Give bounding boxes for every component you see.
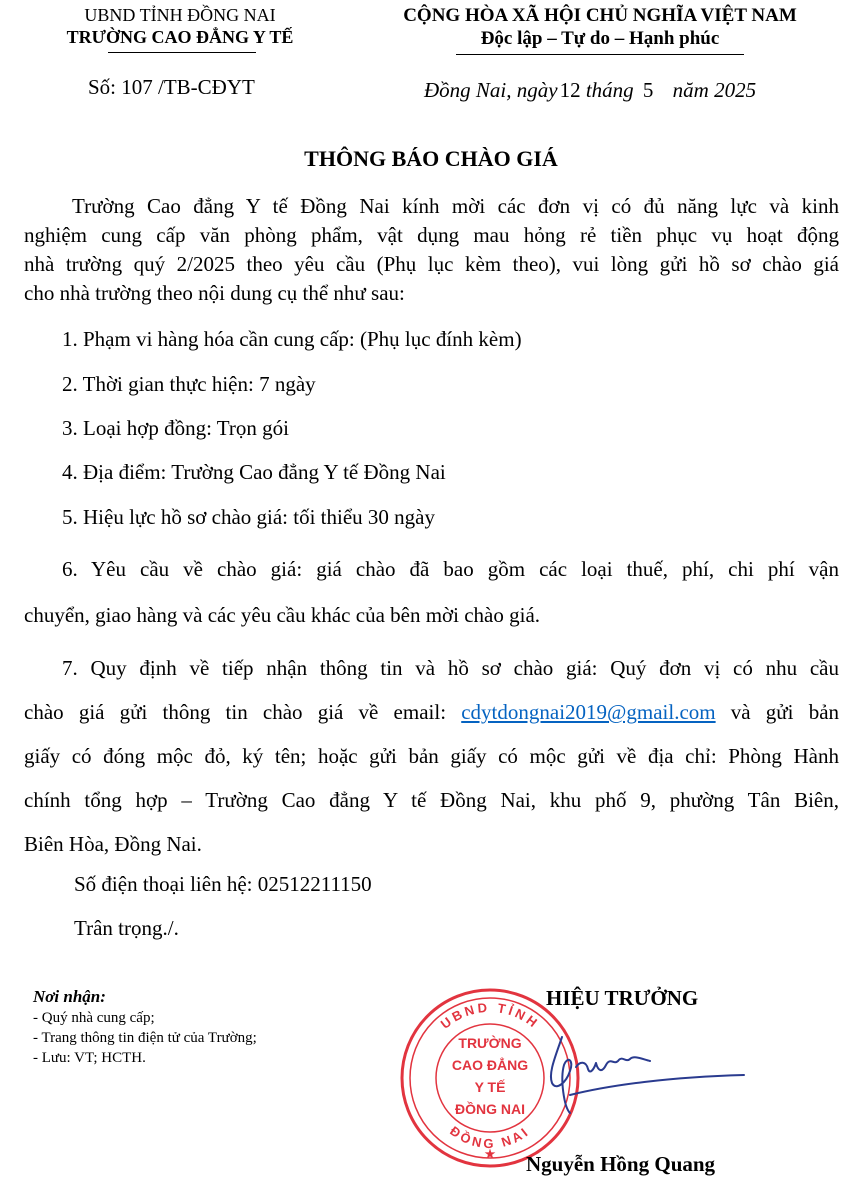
svg-text:Y TẾ: Y TẾ bbox=[474, 1079, 506, 1095]
recipient-item: - Trang thông tin điện tử của Trường; bbox=[33, 1030, 257, 1046]
intro-line-3: nhà trường quý 2/2025 theo yêu cầu (Phụ lục kèm theo), vui lòng gửi hồ sơ chào giá bbox=[24, 252, 839, 276]
email-link[interactable]: cdytdongnai2019@gmail.com bbox=[461, 700, 716, 724]
svg-text:ĐỒNG NAI: ĐỒNG NAI bbox=[447, 1123, 533, 1152]
list-item: 3. Loại hợp đồng: Trọn gói bbox=[62, 416, 289, 440]
republic-title: CỘNG HÒA XÃ HỘI CHỦ NGHĨA VIỆT NAM bbox=[403, 5, 797, 26]
intro-line-1: Trường Cao đẳng Y tế Đồng Nai kính mời các đơn vị có đủ năng lực và kinh bbox=[72, 194, 839, 218]
date-day: 12 bbox=[559, 78, 581, 102]
motto: Độc lập – Tự do – Hạnh phúc bbox=[480, 28, 720, 49]
date-month-label: tháng bbox=[585, 78, 634, 102]
item-7-line-1: 7. Quy định về tiếp nhận thông tin và hồ sơ chào giá: Quý đơn vị có nhu cầu bbox=[62, 656, 839, 680]
item-7-line-4: chính tổng hợp – Trường Cao đẳng Y tế Đồng Nai, khu phố 9, phường Tân Biên, bbox=[24, 788, 839, 812]
recipients-block bbox=[33, 986, 257, 1068]
agency-block bbox=[30, 4, 330, 48]
signer-title: HIỆU TRƯỞNG bbox=[546, 986, 699, 1010]
svg-text:TRƯỜNG: TRƯỜNG bbox=[458, 1035, 522, 1051]
email-suffix: và gửi bản bbox=[730, 700, 840, 724]
item-6-line-1: 6. Yêu cầu về chào giá: giá chào đã bao gồm các loại thuế, phí, chi phí vận bbox=[62, 557, 839, 581]
page-title: THÔNG BÁO CHÀO GIÁ bbox=[304, 146, 558, 171]
signer-name: Nguyễn Hồng Quang bbox=[526, 1152, 716, 1176]
svg-text:CAO ĐẲNG: CAO ĐẲNG bbox=[451, 1057, 529, 1073]
svg-text:ĐỒNG NAI: ĐỒNG NAI bbox=[455, 1101, 525, 1117]
document-number: Số: 107 /TB-CĐYT bbox=[88, 75, 255, 99]
list-item: 5. Hiệu lực hồ sơ chào giá: tối thiểu 30 ngày bbox=[62, 505, 435, 529]
list-item: 1. Phạm vi hàng hóa cần cung cấp: (Phụ lục đính kèm) bbox=[62, 327, 522, 351]
item-7-line-2 bbox=[24, 690, 839, 734]
list-item: 2. Thời gian thực hiện: 7 ngày bbox=[62, 372, 316, 396]
closing-text: Trân trọng./. bbox=[74, 916, 179, 940]
date-year: năm 2025 bbox=[672, 78, 757, 102]
svg-text:UBND TỈNH: UBND TỈNH bbox=[437, 999, 543, 1032]
recipient-item: - Quý nhà cung cấp; bbox=[33, 1010, 155, 1026]
date-prefix: Đồng Nai, ngày bbox=[424, 78, 558, 102]
intro-line-2: nghiệm cung cấp văn phòng phẩm, vật dụng mau hỏng rẻ tiền phục vụ hoạt động bbox=[24, 223, 839, 247]
date-month: 5 bbox=[642, 78, 654, 102]
item-6-paragraph bbox=[24, 546, 839, 638]
item-7-line-3: giấy có đóng mộc đỏ, ký tên; hoặc gửi bản giấy có mộc gửi về địa chỉ: Phòng Hành bbox=[24, 744, 839, 768]
agency-underline bbox=[108, 52, 256, 53]
item-6-line-2: chuyển, giao hàng và các yêu cầu khác của bên mời chào giá. bbox=[24, 603, 541, 627]
contact-phone: Số điện thoại liên hệ: 02512211150 bbox=[74, 872, 372, 896]
intro-paragraph bbox=[24, 192, 839, 308]
document-date bbox=[424, 78, 756, 103]
agency-parent: UBND TỈNH ĐỒNG NAI bbox=[84, 5, 276, 25]
agency-name: TRƯỜNG CAO ĐẲNG Y TẾ bbox=[66, 27, 294, 47]
handwritten-signature-icon bbox=[530, 1025, 760, 1120]
national-block bbox=[360, 4, 840, 50]
list-item: 4. Địa điểm: Trường Cao đẳng Y tế Đồng Nai bbox=[62, 460, 446, 484]
item-7-paragraph bbox=[24, 646, 839, 866]
intro-line-4: cho nhà trường theo nội dung cụ thể như sau: bbox=[24, 281, 405, 305]
svg-text:★: ★ bbox=[484, 1147, 496, 1161]
item-7-line-5: Biên Hòa, Đồng Nai. bbox=[24, 832, 202, 856]
recipients-heading: Nơi nhận: bbox=[33, 987, 106, 1006]
motto-underline bbox=[456, 54, 744, 55]
recipient-item: - Lưu: VT; HCTH. bbox=[33, 1050, 146, 1066]
email-label: chào giá gửi thông tin chào giá về email: bbox=[24, 700, 447, 724]
